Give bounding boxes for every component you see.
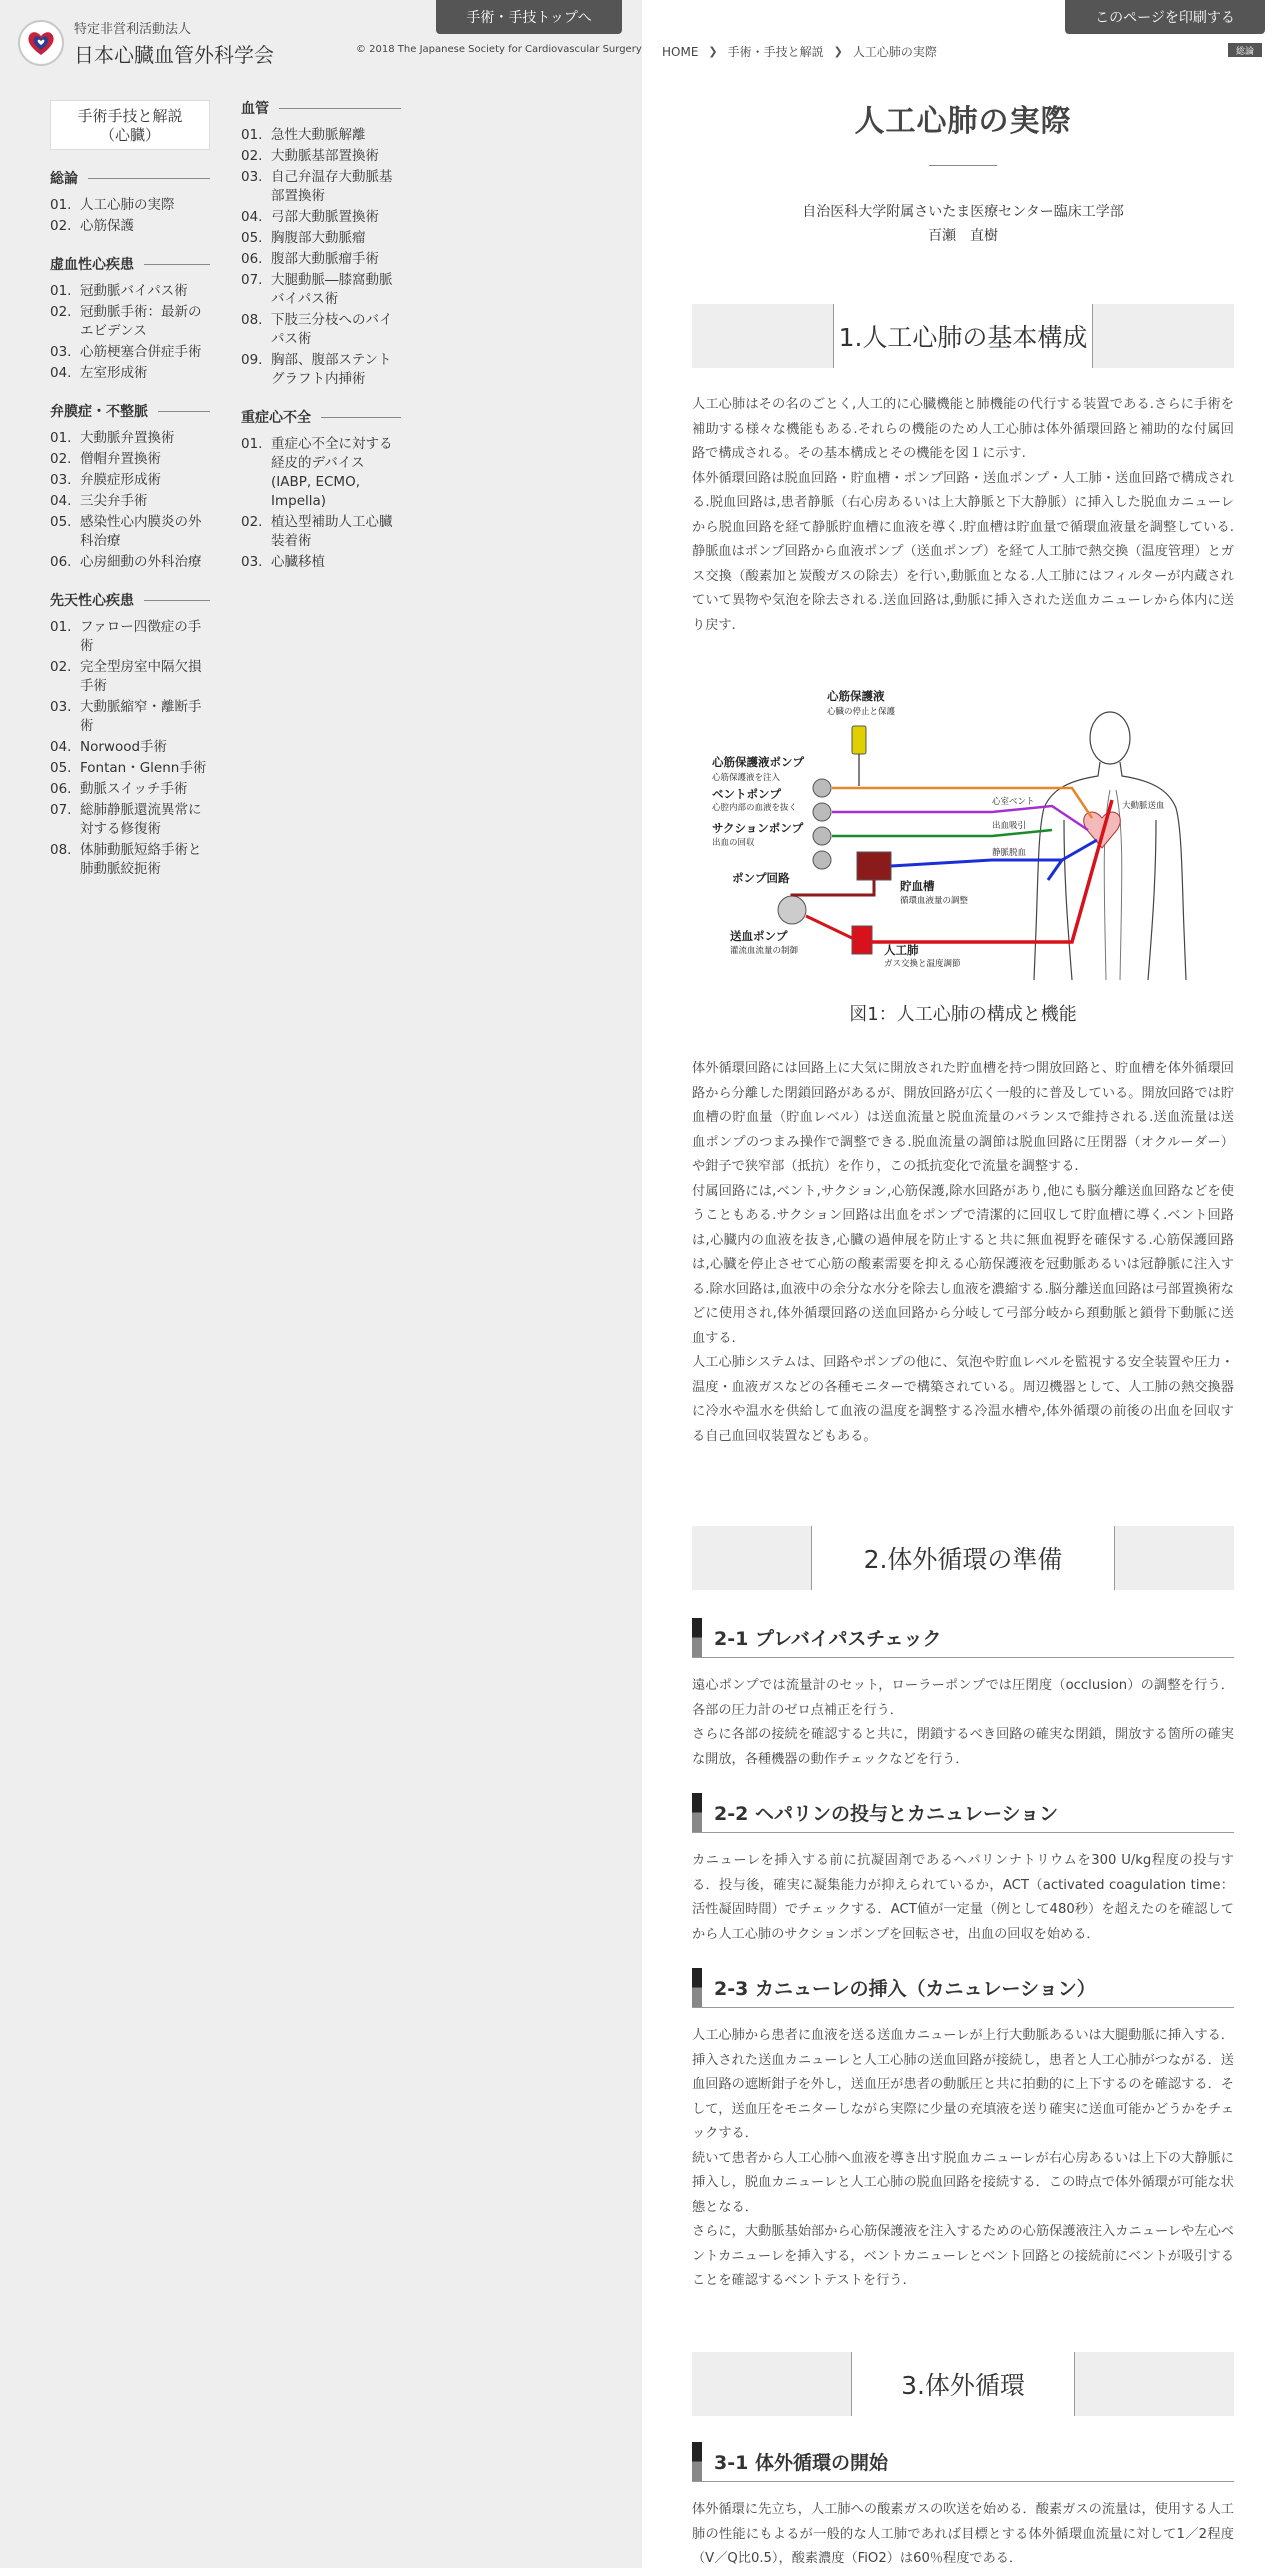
menu-link-number: 01. — [241, 127, 263, 143]
paragraph: 人工心肺はその名のごとく,人工的に心臓機能と肺機能の代行する装置である.さらに手術を補助する様々な機能もある.それらの機能のため人工心肺は体外循環回路と補助的な付属回路で構成される。その基本構成とその機能を図１に示す. — [692, 397, 1234, 461]
menu-title-text: 手術手技と解説 （心臓） — [77, 107, 183, 144]
label-pump-circuit: ポンプ回路 — [732, 871, 790, 885]
subsection-3-1 — [692, 2442, 1234, 2568]
label-oxygenator-sub: ガス交換と温度調節 — [884, 959, 961, 969]
label-vent-pump: ベントポンプ — [712, 787, 781, 801]
menu-link-label: 心筋保護 — [80, 218, 134, 234]
menu-link-number: 08. — [50, 842, 72, 858]
menu-link-number: 02. — [241, 148, 263, 164]
label-aortic-perfusion: 大動脈送血 — [1122, 801, 1165, 811]
section-band — [692, 2352, 1234, 2416]
section-band — [692, 304, 1234, 368]
label-cp-pump-sub: 心筋保護液を注入 — [712, 773, 781, 783]
menu-link[interactable] — [241, 229, 401, 248]
subsection-heading — [692, 1618, 1234, 1658]
menu-link[interactable] — [50, 553, 210, 572]
menu-link-label: 胸部、腹部ステントグラフト内挿術 — [271, 352, 392, 387]
menu-link-label: 下肢三分枝へのバイパス術 — [271, 312, 393, 347]
subsection-2-3 — [692, 1968, 1234, 2294]
menu-link[interactable] — [241, 271, 401, 309]
menu-category-title: 先天性心疾患 — [50, 593, 134, 609]
menu-link[interactable] — [241, 311, 401, 349]
menu-link-label: 胸腹部大動脈瘤 — [271, 230, 366, 246]
subsection-title: 3-1 体外循環の開始 — [714, 2452, 888, 2474]
menu-link-number: 03. — [241, 554, 263, 570]
menu-link-number: 03. — [50, 699, 72, 715]
menu-link[interactable] — [50, 618, 210, 656]
menu-link-number: 09. — [241, 352, 263, 368]
vent-line — [832, 806, 1088, 830]
oxygenator-shape — [852, 926, 872, 954]
paragraph: さらに各部の接続を確認すると共に，閉鎖するべき回路の確実な閉鎖，開放する箇所の確実な開放，各種機器の動作チェックなどを行う． — [692, 1727, 1234, 1767]
menu-link-label: 大腿動脈―膝窩動脈バイパス術 — [271, 272, 393, 307]
menu-link-number: 01. — [50, 197, 72, 213]
subsection-heading — [692, 1793, 1234, 1833]
menu-link-number: 01. — [50, 619, 72, 635]
menu-link-label: 大動脈弁置換術 — [80, 430, 175, 446]
menu-category-title: 虚血性心疾患 — [50, 257, 134, 273]
roller-pumps — [778, 779, 831, 924]
print-page-button[interactable]: このページを印刷する — [1065, 0, 1265, 34]
subsection-2-2 — [692, 1793, 1234, 1947]
breadcrumb-home[interactable]: HOME — [662, 44, 699, 59]
menu-link-label: 動脈スイッチ手術 — [80, 781, 188, 797]
menu-link-number: 03. — [241, 169, 263, 185]
menu-link-label: 弁膜症形成術 — [80, 472, 161, 488]
menu-link-number: 06. — [50, 554, 72, 570]
menu-column-general-cardiac — [50, 168, 210, 897]
page-title: 人工心肺の実際 — [854, 104, 1072, 139]
subsection-title: 2-1 プレバイパスチェック — [714, 1628, 942, 1650]
breadcrumb-parent[interactable]: 手術・手技と解説 — [727, 45, 824, 59]
menu-category-heading — [241, 98, 401, 118]
menu-link[interactable] — [241, 147, 401, 166]
paragraph: 体外循環に先立ち，人工肺への酸素ガスの吹送を始める．酸素ガスの流量は，使用する人工肺の性能にもよるが一般的な人工肺であれば目標とする体外循環血流量に対して1／2程度（V／Q比0.5），酸素濃度（FiO2）は60％程度である． — [692, 2502, 1234, 2566]
menu-link-number: 05. — [50, 760, 72, 776]
menu-link[interactable] — [241, 553, 401, 572]
label-suction: 出血吸引 — [992, 821, 1027, 831]
menu-link[interactable] — [50, 801, 210, 839]
figure-caption: 図1：人工心肺の構成と機能 — [849, 1004, 1077, 1025]
section-title: 1.人工心肺の基本構成 — [833, 304, 1093, 368]
subsection-heading — [692, 1968, 1234, 2008]
label-cp-pump: 心筋保護液ポンプ — [712, 755, 804, 769]
heading-bar — [692, 1618, 702, 1657]
menu-link-number: 01. — [50, 283, 72, 299]
paragraph: 人工心肺から患者に血液を送る送血カニューレが上行大動脈あるいは大腿動脈に挿入する．挿入された送血カニューレと人工心肺の送血回路が接続し，患者と人工心肺がつながる．送血回路の遮断鉗子を外し，送血圧が患者の動脈圧と共に拍動的に上下するのを確認する．そして，送血圧をモニターしながら実際に少量の充填液を送り確実に送血可能かどうかをチェックする． — [692, 2028, 1234, 2141]
label-arterial-pump-sub: 灌流血流量の制御 — [730, 946, 799, 956]
menu-link[interactable] — [241, 435, 401, 511]
menu-category-heading — [50, 401, 210, 421]
menu-link-label: 弓部大動脈置換術 — [271, 209, 379, 225]
menu-link-label: 完全型房室中隔欠損手術 — [80, 659, 202, 694]
section-1-intro — [692, 393, 1234, 638]
menu-link-label: 急性大動脈解離 — [271, 127, 366, 143]
section-3-header — [692, 2352, 1234, 2416]
affiliation: 自治医科大学附属さいたま医療センター臨床工学部 — [802, 204, 1124, 220]
breadcrumb — [662, 43, 937, 60]
menu-link-label: 心臓移植 — [271, 554, 325, 570]
menu-category-heading — [241, 407, 401, 427]
menu-link-label: Fontan・Glenn手術 — [80, 760, 207, 776]
paragraph: カニューレを挿入する前に抗凝固剤であるヘパリンナトリウムを300 U/kg程度の投与する．投与後，確実に凝集能力が抑えられているか，ACT（activated coagulation time：活性凝固時間）でチェックする．ACT値が一定量（例として480秒）を超えたのを確認してから人工心肺のサクションポンプを回転させ，出血の回収を始める． — [692, 1853, 1234, 1942]
figure-1 — [692, 680, 1234, 1026]
menu-link-number: 01. — [241, 436, 263, 452]
patient-outline — [1034, 712, 1186, 980]
menu-column-vascular-heartfailure — [241, 98, 401, 590]
menu-link-number: 03. — [50, 472, 72, 488]
menu-category-heading — [50, 168, 210, 188]
heading-rule — [144, 264, 210, 265]
org-name: 日本心臓血管外科学会 — [74, 43, 274, 67]
menu-link-label: 大動脈縮窄・離断手術 — [80, 699, 202, 734]
menu-link[interactable] — [50, 492, 210, 511]
chevron-right-icon: ❯ — [833, 45, 843, 58]
menu-link-number: 02. — [50, 659, 72, 675]
cardioplegia-bag — [852, 726, 866, 754]
paragraph: 体外循環回路は脱血回路・貯血槽・ポンプ回路・送血ポンプ・人工肺・送血回路で構成される.脱血回路は,患者静脈（右心房あるいは上大静脈と下大静脈）に挿入した脱血カニューレから脱血回路を経て静脈貯血槽に血液を導く.貯血槽は貯血量で循環血液量を調整している.静脈血はポンプ回路から血液ポンプ（送血ポンプ）を経て人工肺で熱交換（温度管理）とガス交換（酸素加と炭酸ガスの除去）を行い,動脈血となる.人工肺にはフィルターが内蔵されていて異物や気泡を除去される.送血回路は,動脈に挿入された送血カニューレから体内に送り戻す. — [692, 470, 1234, 633]
menu-category — [241, 98, 401, 389]
menu-link-number: 04. — [50, 739, 72, 755]
menu-link-label: 腹部大動脈瘤手術 — [271, 251, 379, 267]
label-venous-drain: 静脈脱血 — [992, 848, 1027, 858]
heading-bar — [692, 2442, 702, 2481]
menu-link-number: 08. — [241, 312, 263, 328]
menu-link[interactable] — [50, 513, 210, 551]
section-2-header — [692, 1526, 1234, 1590]
label-lv-vent: 心室ベント — [992, 797, 1035, 807]
menu-link-number: 04. — [50, 365, 72, 381]
menu-link[interactable] — [50, 780, 210, 799]
menu-link-label: 総肺静脈還流異常に対する修復術 — [80, 802, 202, 837]
menu-link-number: 02. — [50, 451, 72, 467]
menu-link-number: 02. — [241, 514, 263, 530]
menu-link-number: 05. — [241, 230, 263, 246]
menu-link-label: Norwood手術 — [80, 739, 168, 755]
menu-link[interactable] — [241, 208, 401, 227]
menu-link-label: 僧帽弁置換術 — [80, 451, 161, 467]
menu-link-label: 大動脈基部置換術 — [271, 148, 379, 164]
menu-link[interactable] — [50, 738, 210, 757]
cardiopulmonary-bypass-diagram — [692, 680, 1234, 1026]
menu-link-label: 左室形成術 — [80, 365, 148, 381]
menu-link[interactable] — [50, 658, 210, 696]
menu-title — [50, 100, 210, 150]
menu-link[interactable] — [50, 841, 210, 879]
menu-link-label: 重症心不全に対する経皮的デバイス(IABP, ECMO, Impella) — [271, 436, 393, 509]
label-oxygenator: 人工肺 — [884, 943, 919, 957]
section-title: 2.体外循環の準備 — [811, 1526, 1115, 1590]
menu-category-title: 血管 — [241, 101, 269, 117]
menu-category — [241, 407, 401, 572]
menu-link-number: 04. — [241, 209, 263, 225]
menu-link[interactable] — [241, 250, 401, 269]
menu-link[interactable] — [50, 759, 210, 778]
section-1-body — [692, 1057, 1234, 1449]
paragraph: 続いて患者から人工心肺へ血液を導き出す脱血カニューレが右心房あるいは上下の大静脈に挿入し，脱血カニューレと人工心肺の脱血回路を接続する．この時点で体外循環が可能な状態となる． — [692, 2150, 1234, 2215]
menu-link[interactable] — [50, 471, 210, 490]
menu-category-title: 重症心不全 — [241, 410, 311, 426]
menu-link-label: 冠動脈バイパス術 — [80, 283, 188, 299]
label-arterial-pump: 送血ポンプ — [730, 929, 788, 943]
menu-link[interactable] — [241, 126, 401, 145]
article-panel — [642, 0, 1284, 2568]
menu-link[interactable] — [50, 450, 210, 469]
author-block — [642, 200, 1284, 248]
heading-rule — [158, 411, 210, 412]
menu-link[interactable] — [50, 343, 210, 362]
reservoir-shape — [857, 852, 891, 880]
heading-bar — [692, 1793, 702, 1832]
subsection-2-1 — [692, 1618, 1234, 1772]
menu-link[interactable] — [50, 217, 210, 236]
society-logo-link[interactable] — [18, 18, 274, 68]
heading-rule — [321, 417, 401, 418]
label-suction-pump: サクションポンプ — [712, 821, 804, 835]
menu-category — [50, 401, 210, 572]
menu-link[interactable] — [50, 196, 210, 215]
org-type: 特定非営利活動法人 — [74, 22, 192, 37]
menu-category — [50, 254, 210, 383]
chevron-right-icon: ❯ — [708, 45, 718, 58]
society-emblem-icon — [18, 20, 64, 66]
menu-link-label: ファロー四徴症の手術 — [80, 619, 202, 654]
menu-category-title: 弁膜症・不整脈 — [50, 404, 148, 420]
menu-link[interactable] — [241, 168, 401, 206]
paragraph: 付属回路には,ベント,サクション,心筋保護,除水回路があり,他にも脳分離送血回路などを使うこともある.サクション回路は出血をポンプで清潔的に回収して貯血槽に導く.ベント回路は,心臓内の血液を抜き,心臓の過伸展を防止すると共に無血視野を確保する.心筋保護回路は,心臓を停止させて心筋の酸素需要を抑える心筋保護液を冠動脈あるいは冠静脈に注入する.除水回路は,血液中の余分な水分を除去し血液を濃縮する.脳分離送血回路は弓部置換術などに使用され,体外循環回路の送血回路から分岐して弓部分岐から頚動脈と鎖骨下動脈に送血する. — [692, 1183, 1234, 1346]
surgery-top-button[interactable]: 手術・手技トップへ — [436, 0, 622, 34]
paragraph: 遠心ポンプでは流量計のセット，ローラーポンプでは圧閉度（occlusion）の調整を行う．各部の圧力計のゼロ点補正を行う． — [692, 1678, 1234, 1718]
copyright-text: © 2018 The Japanese Society for Cardiovascular Surgery — [356, 44, 642, 55]
menu-link-label: 感染性心内膜炎の外科治療 — [80, 514, 202, 549]
menu-link-number: 04. — [50, 493, 72, 509]
label-reservoir: 貯血槽 — [900, 879, 935, 893]
label-cardioplegia: 心筋保護液 — [827, 689, 885, 703]
menu-category-heading — [50, 590, 210, 610]
paragraph: 人工心肺システムは、回路やポンプの他に、気泡や貯血レベルを監視する安全装置や圧力・温度・血液ガスなどの各種モニターで構築されている。周辺機器として、人工肺の熱交換器に冷水や温水を供給して血液の温度を調整する冷温水槽や,体外循環の前後の出血を回収する自己血回収装置などもある。 — [692, 1355, 1234, 1444]
menu-link-label: 心筋梗塞合併症手術 — [80, 344, 202, 360]
menu-link[interactable] — [50, 303, 210, 341]
menu-link-label: 心房細動の外科治療 — [80, 554, 202, 570]
menu-link-label: 自己弁温存大動脈基部置換術 — [271, 169, 393, 204]
menu-link-number: 06. — [241, 251, 263, 267]
menu-category-heading — [50, 254, 210, 274]
menu-category-title: 総論 — [50, 171, 78, 187]
menu-link-number: 05. — [50, 514, 72, 530]
menu-link-number: 03. — [50, 344, 72, 360]
menu-category — [50, 590, 210, 879]
subsection-heading — [692, 2442, 1234, 2482]
label-cardioplegia-sub: 心臓の停止と保護 — [827, 707, 896, 717]
subsection-title: 2-3 カニューレの挿入（カニュレーション） — [714, 1978, 1096, 2000]
menu-link-number: 07. — [241, 272, 263, 288]
menu-link-label: 三尖弁手術 — [80, 493, 148, 509]
heading-rule — [279, 108, 401, 109]
menu-link-number: 02. — [50, 218, 72, 234]
menu-link-number: 07. — [50, 802, 72, 818]
paragraph: 体外循環回路には回路上に大気に開放された貯血槽を持つ開放回路と、貯血槽を体外循環回路から分離した閉鎖回路があるが、開放回路が広く一般的に普及している。開放回路では貯血槽の貯血量（貯血レベル）は送血流量と脱血流量のバランスで維持される.送血流量は送血ポンプのつまみ操作で調整できる.脱血流量の調節は脱血回路に圧閉器（オクルーダー）や鉗子で狭窄部（抵抗）を作り，この抵抗変化で流量を調整する. — [692, 1061, 1234, 1174]
label-vent-pump-sub: 心腔内部の血液を抜く — [712, 803, 798, 813]
menu-link[interactable] — [241, 351, 401, 389]
section-title: 3.体外循環 — [851, 2352, 1075, 2416]
label-reservoir-sub: 循環血液量の調整 — [900, 896, 969, 906]
menu-link[interactable] — [50, 429, 210, 448]
menu-link-number: 01. — [50, 430, 72, 446]
circuit-diagram — [692, 680, 1234, 990]
subsection-title: 2-2 ヘパリンの投与とカニュレーション — [714, 1803, 1059, 1825]
heading-rule — [88, 178, 210, 179]
menu-link-label: 体肺動脈短絡手術と肺動脈絞扼術 — [80, 842, 202, 877]
paragraph: さらに，大動脈基始部から心筋保護液を注入するための心筋保護液注入カニューレや左心ベントカニューレを挿入する，ベントカニューレとベント回路との接続前にベントが吸引することを確認するベントテストを行う. — [692, 2224, 1234, 2288]
menu-link[interactable] — [50, 698, 210, 736]
menu-link[interactable] — [50, 364, 210, 383]
heading-rule — [144, 600, 210, 601]
menu-link[interactable] — [241, 513, 401, 551]
cardioplegia-line — [832, 788, 1092, 818]
label-suction-pump-sub: 出血の回収 — [712, 838, 755, 848]
menu-link-label: 冠動脈手術：最新のエビデンス — [80, 304, 202, 339]
menu-link[interactable] — [50, 282, 210, 301]
menu-link-number: 02. — [50, 304, 72, 320]
category-badge: 総論 — [1228, 43, 1262, 57]
menu-link-number: 06. — [50, 781, 72, 797]
heading-bar — [692, 1968, 702, 2007]
menu-link-label: 植込型補助人工心臓装着術 — [271, 514, 393, 549]
section-band — [692, 1526, 1234, 1590]
menu-category — [50, 168, 210, 236]
section-1-header — [692, 304, 1234, 368]
menu-link-label: 人工心肺の実際 — [80, 197, 175, 213]
author-name: 百瀬 直樹 — [928, 228, 998, 244]
title-divider — [929, 165, 997, 166]
breadcrumb-current: 人工心肺の実際 — [852, 45, 937, 59]
